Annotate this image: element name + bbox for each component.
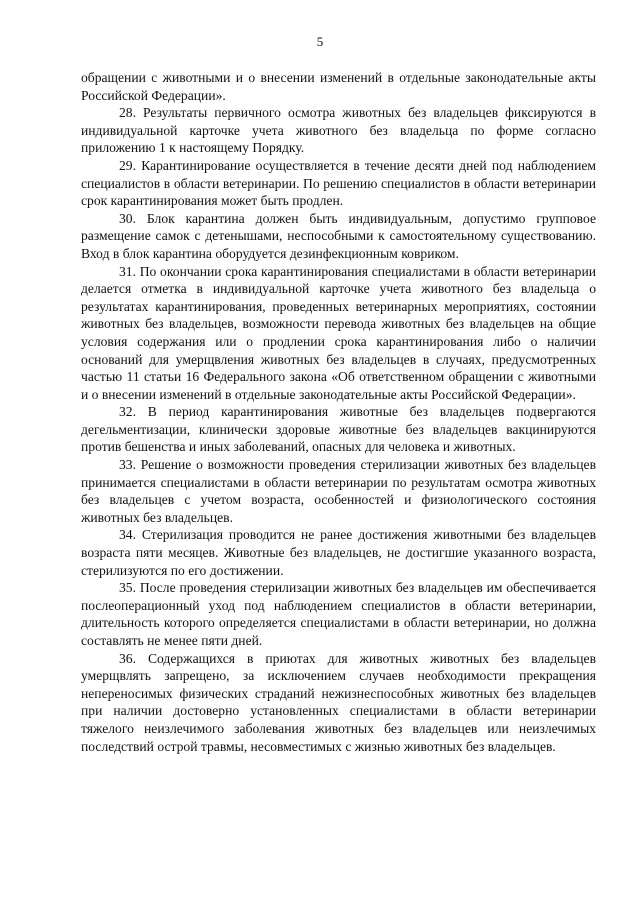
- paragraph-29: 29. Карантинирование осуществляется в течение десяти дней под наблюдением специалистов в области ветеринарии. По решению специалистов в области ветеринарии срок карантинирования может быть продлен.: [81, 157, 596, 209]
- paragraph-36: 36. Содержащихся в приютах для животных животных без владельцев умерщвлять запрещено, за исключением случаев необходимости прекращения непереносимых физических страданий нежизнеспособных животных без владельцев при наличии достоверно установленных специалистами в области ветеринарии тяжелого неизлечимого заболевания животных без владельцев или неизлечимых последствий острой травмы, несовместимых с жизнью животных без владельцев.: [81, 650, 596, 754]
- paragraph-30: 30. Блок карантина должен быть индивидуальным, допустимо групповое размещение самок с детенышами, неспособными к самостоятельному существованию. Вход в блок карантина оборудуется дезинфекционным ковриком.: [81, 210, 596, 261]
- document-body: [81, 69, 596, 755]
- paragraph-32: 32. В период карантинирования животные без владельцев подвергаются дегельментизации, клинически здоровые животные без владельцев вакцинируются против бешенства и иных заболеваний, опасных для человека и животных.: [81, 404, 596, 455]
- paragraph-34: 34. Стерилизация проводится не ранее достижения животными без владельцев возраста пяти месяцев. Животные без владельцев, не достигшие указанного возраста, стерилизуются по его достижении.: [81, 527, 596, 578]
- paragraph-33: 33. Решение о возможности проведения стерилизации животных без владельцев принимается специалистами в области ветеринарии по результатам осмотра животных без владельцев с учетом возраста, особенностей и физиологического состояния животных без владельцев.: [81, 457, 596, 525]
- paragraph-35: 35. После проведения стерилизации животных без владельцев им обеспечивается послеоперационный уход под наблюдением специалистов в области ветеринарии, длительность которого определяется специалистами в области ветеринарии, но должна составлять не менее пяти дней.: [81, 580, 596, 648]
- paragraph-continuation: обращении с животными и о внесении изменений в отдельные законодательные акты Российской Федерации».: [81, 70, 596, 103]
- paragraph-28: 28. Результаты первичного осмотра животных без владельцев фиксируются в индивидуальной карточке учета животного без владельца по форме согласно приложению 1 к настоящему Порядку.: [81, 105, 596, 156]
- paragraph-31: 31. По окончании срока карантинирования специалистами в области ветеринарии делается отметка в индивидуальной карточке учета животного без владельца о результатах карантинирования, проведенных ветеринарных мероприятиях, состоянии животных без владельцев, возможности перевода животных без владельцев на общие условия содержания или о продлении срока карантинирования либо о наличии оснований для умерщвления животных без владельцев в случаях, предусмотренных частью 11 статьи 16 Федерального закона «Об ответственном обращении с животными и о внесении изменений в отдельные законодательные акты Российской Федерации».: [81, 263, 596, 402]
- page-number: 5: [316, 34, 324, 49]
